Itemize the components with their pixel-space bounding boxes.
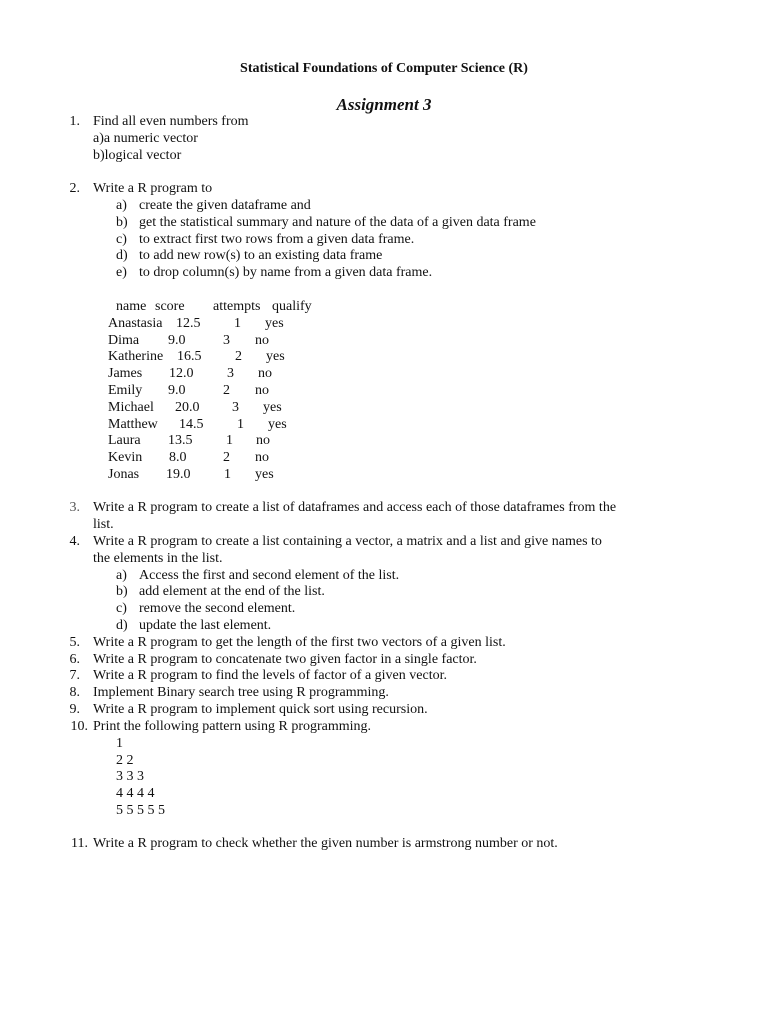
subitem-text: update the last element. [139,618,272,633]
table-cell: no [255,383,269,398]
table-cell: 1 [234,316,241,331]
table-cell: Matthew [108,417,158,432]
table-cell: 3 [232,400,239,415]
question-9-text: Write a R program to implement quick sort using recursion. [93,702,428,717]
question-number: 9. [69,702,80,717]
subitem-label: a) [116,198,127,213]
question-text: the elements in the list. [93,551,223,566]
question-text: Write a R program to [93,181,213,196]
question-part: b)logical vector [93,148,182,163]
question-text: Find all even numbers from [93,114,249,129]
question-text: Print the following pattern using R programming. [93,719,372,734]
table-cell: 2 [235,349,242,364]
question-text: Write a R program to create a list of dataframes and access each of those dataframes from the [93,500,617,515]
pattern-line: 1 [116,736,123,751]
table-cell: no [255,450,269,465]
table-cell: 14.5 [179,417,204,432]
question-number: 5. [69,635,80,650]
table-cell: Laura [108,433,141,448]
table-cell: 9.0 [168,383,186,398]
table-cell: 2 [223,383,230,398]
question-number: 6. [69,652,80,667]
table-cell: 3 [227,366,234,381]
page-title: Statistical Foundations of Computer Science (R) [240,61,528,76]
table-cell: 1 [226,433,233,448]
question-number: 7. [69,668,80,683]
table-cell: 9.0 [168,333,186,348]
subitem-label: a) [116,568,127,583]
question-7-text: Write a R program to find the levels of factor of a given vector. [93,668,447,683]
table-cell: Jonas [108,467,140,482]
table-cell: no [255,333,269,348]
subitem-label: c) [116,601,127,616]
subitem-label: c) [116,232,127,247]
question-6-text: Write a R program to concatenate two given factor in a single factor. [93,652,477,667]
table-cell: yes [268,417,287,432]
question-number: 4. [69,534,80,549]
question-11-text: Write a R program to check whether the given number is armstrong number or not. [93,836,558,851]
pattern-line: 3 3 3 [116,769,144,784]
subitem-label: b) [116,215,128,230]
table-header: name [116,299,147,314]
table-cell: 8.0 [169,450,187,465]
table-cell: 20.0 [175,400,200,415]
question-part: a)a numeric vector [93,131,198,146]
question-number: 2. [69,181,80,196]
table-cell: 1 [224,467,231,482]
subitem-text: to drop column(s) by name from a given data frame. [139,265,433,280]
pattern-line: 4 4 4 4 [116,786,155,801]
subitem-text: get the statistical summary and nature of the data of a given data frame [139,215,536,230]
table-cell: Katherine [108,349,164,364]
subitem-label: b) [116,584,128,599]
table-cell: yes [266,349,285,364]
table-cell: 13.5 [168,433,193,448]
subitem-label: d) [116,618,128,633]
subitem-text: to add new row(s) to an existing data frame [139,248,383,263]
table-header: attempts [213,299,261,314]
question-number: 1. [69,114,80,129]
question-number: 3. [69,500,80,515]
table-header: score [155,299,185,314]
question-number: 11. [71,836,88,851]
subitem-text: to extract first two rows from a given data frame. [139,232,415,247]
table-cell: Dima [108,333,140,348]
table-cell: yes [263,400,282,415]
question-5-text: Write a R program to get the length of the first two vectors of a given list. [93,635,506,650]
question-number: 10. [70,719,88,734]
subitem-text: add element at the end of the list. [139,584,325,599]
table-cell: 19.0 [166,467,191,482]
subitem-text: remove the second element. [139,601,296,616]
table-cell: no [256,433,270,448]
subitem-text: Access the first and second element of the list. [139,568,400,583]
table-cell: Anastasia [108,316,163,331]
table-cell: yes [255,467,274,482]
question-text: list. [93,517,114,532]
table-cell: no [258,366,272,381]
subitem-label: d) [116,248,128,263]
table-cell: 3 [223,333,230,348]
subitem-text: create the given dataframe and [139,198,311,213]
pattern-line: 5 5 5 5 5 [116,803,165,818]
table-cell: James [108,366,143,381]
subitem-label: e) [116,265,127,280]
table-cell: 1 [237,417,244,432]
question-text: Write a R program to create a list containing a vector, a matrix and a list and give names to [93,534,602,549]
table-cell: 12.5 [176,316,201,331]
table-cell: 2 [223,450,230,465]
pattern-line: 2 2 [116,753,134,768]
table-cell: 12.0 [169,366,194,381]
table-cell: yes [265,316,284,331]
table-header: qualify [272,299,312,314]
table-cell: Michael [108,400,154,415]
assignment-heading: Assignment 3 [336,95,432,114]
table-cell: 16.5 [177,349,202,364]
table-cell: Emily [108,383,143,398]
table-cell: Kevin [108,450,143,465]
question-8-text: Implement Binary search tree using R programming. [93,685,389,700]
question-number: 8. [69,685,80,700]
